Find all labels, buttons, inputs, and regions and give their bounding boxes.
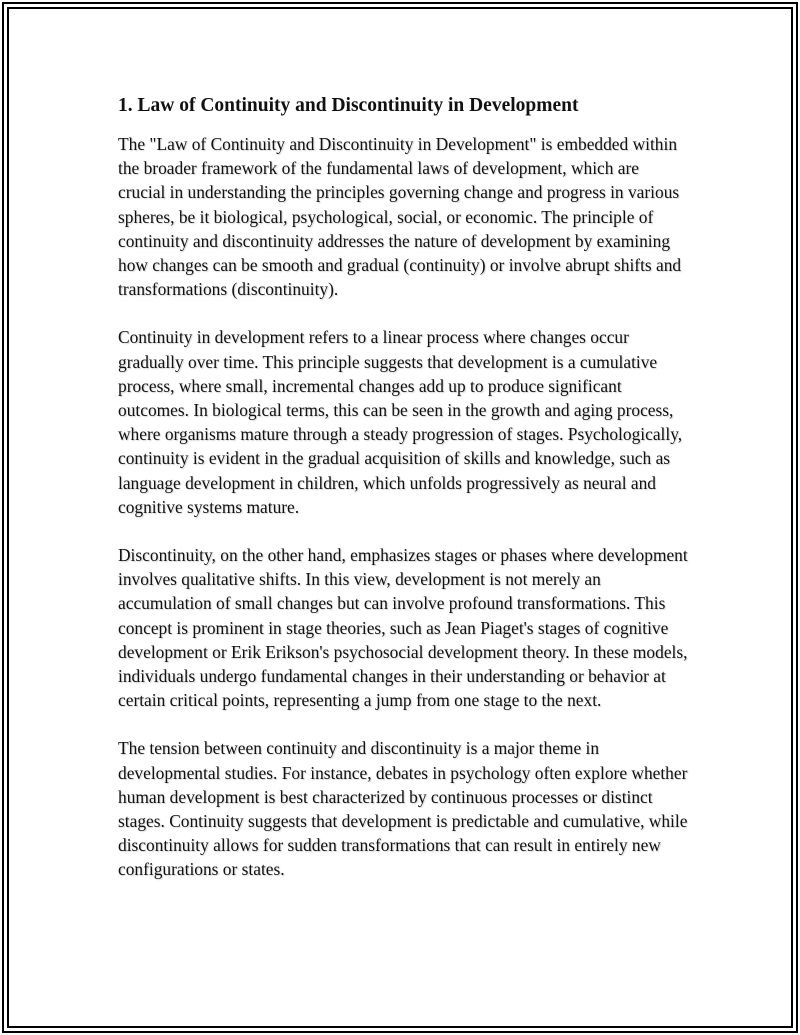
paragraph-2: Continuity in development refers to a linear process where changes occur gradually over time. This principle suggests that development is a cumulative process, where small, incremental changes add up to produce significant outcomes. In biological terms, this can be seen in the growth and aging process, where organisms mature through a steady progression of stages. Psychologically, continuity is evident in the gradual acquisition of skills and knowledge, such as language development in children, which unfolds progressively as neural and cognitive systems mature. xyxy=(118,327,683,517)
paragraph-3: Discontinuity, on the other hand, emphasizes stages or phases where development involves qualitative shifts. In this view, development is not merely an accumulation of small changes but can involve profound transformations. This concept is prominent in stage theories, such as Jean Piaget's stages of cognitive development or Erik Erikson's psychosocial development theory. In these models, individuals undergo fundamental changes in their understanding or behavior at certain critical points, representing a jump from one stage to the next. xyxy=(118,545,688,711)
paragraph-1: The "Law of Continuity and Discontinuity in Development" is embedded within the broader framework of the fundamental laws of development, which are crucial in understanding the principles governing change and progress in various spheres, be it biological, psychological, social, or economic. The principle of continuity and discontinuity addresses the nature of development by examining how changes can be smooth and gradual (continuity) or involve abrupt shifts and transformations (discontinuity). xyxy=(118,134,682,300)
document-body xyxy=(118,92,688,906)
paragraph-4: The tension between continuity and discontinuity is a major theme in developmental studies. For instance, debates in psychology often explore whether human development is best characterized by continuous processes or distinct stages. Continuity suggests that development is predictable and cumulative, while discontinuity allows for sudden transformations that can result in entirely new configurations or states. xyxy=(118,738,688,880)
section-heading: 1. Law of Continuity and Discontinuity in Development xyxy=(118,95,579,116)
